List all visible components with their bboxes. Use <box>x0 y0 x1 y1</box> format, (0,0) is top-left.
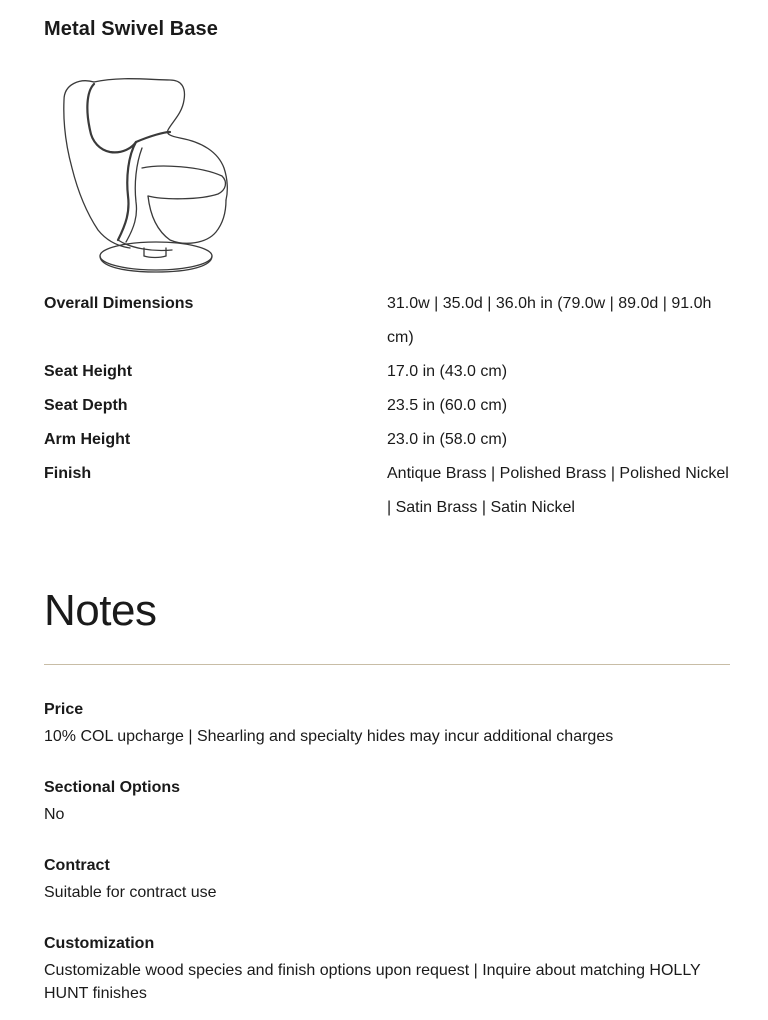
note-item-price <box>44 700 730 748</box>
note-body: 10% COL upcharge | Shearling and specialty hides may incur additional charges <box>44 728 614 745</box>
spec-row-overall-dimensions <box>44 287 730 355</box>
note-title: Sectional Options <box>44 779 181 796</box>
note-title: Price <box>44 701 84 718</box>
note-item-contract <box>44 856 730 904</box>
notes-list <box>44 700 730 1005</box>
spec-row-seat-height <box>44 355 730 389</box>
note-item-customization <box>44 934 730 1005</box>
note-title: Customization <box>44 935 155 952</box>
spec-label: Seat Height <box>44 363 133 380</box>
notes-divider <box>44 664 730 665</box>
note-body: Customizable wood species and finish options upon request | Inquire about matching HOLLY HUNT finishes <box>44 962 701 1002</box>
spec-value: 23.5 in (60.0 cm) <box>387 397 508 414</box>
spec-value: 23.0 in (58.0 cm) <box>387 431 508 448</box>
note-title: Contract <box>44 857 110 874</box>
spec-table <box>44 287 730 525</box>
notes-heading: Notes <box>44 586 157 635</box>
spec-value: Antique Brass | Polished Brass | Polished Nickel | Satin Brass | Satin Nickel <box>387 465 729 516</box>
spec-label: Overall Dimensions <box>44 295 194 312</box>
spec-row-arm-height <box>44 423 730 457</box>
note-body: No <box>44 806 65 823</box>
note-item-sectional-options <box>44 778 730 826</box>
spec-row-seat-depth <box>44 389 730 423</box>
spec-label: Finish <box>44 465 92 482</box>
swivel-lounge-chair-line-drawing-icon <box>60 72 240 277</box>
spec-value: 17.0 in (43.0 cm) <box>387 363 508 380</box>
spec-row-finish <box>44 457 730 525</box>
spec-label: Arm Height <box>44 431 131 448</box>
note-body: Suitable for contract use <box>44 884 217 901</box>
spec-label: Seat Depth <box>44 397 128 414</box>
spec-value: 31.0w | 35.0d | 36.0h in (79.0w | 89.0d | 91.0h cm) <box>387 295 712 346</box>
variant-title: Metal Swivel Base <box>44 18 219 40</box>
